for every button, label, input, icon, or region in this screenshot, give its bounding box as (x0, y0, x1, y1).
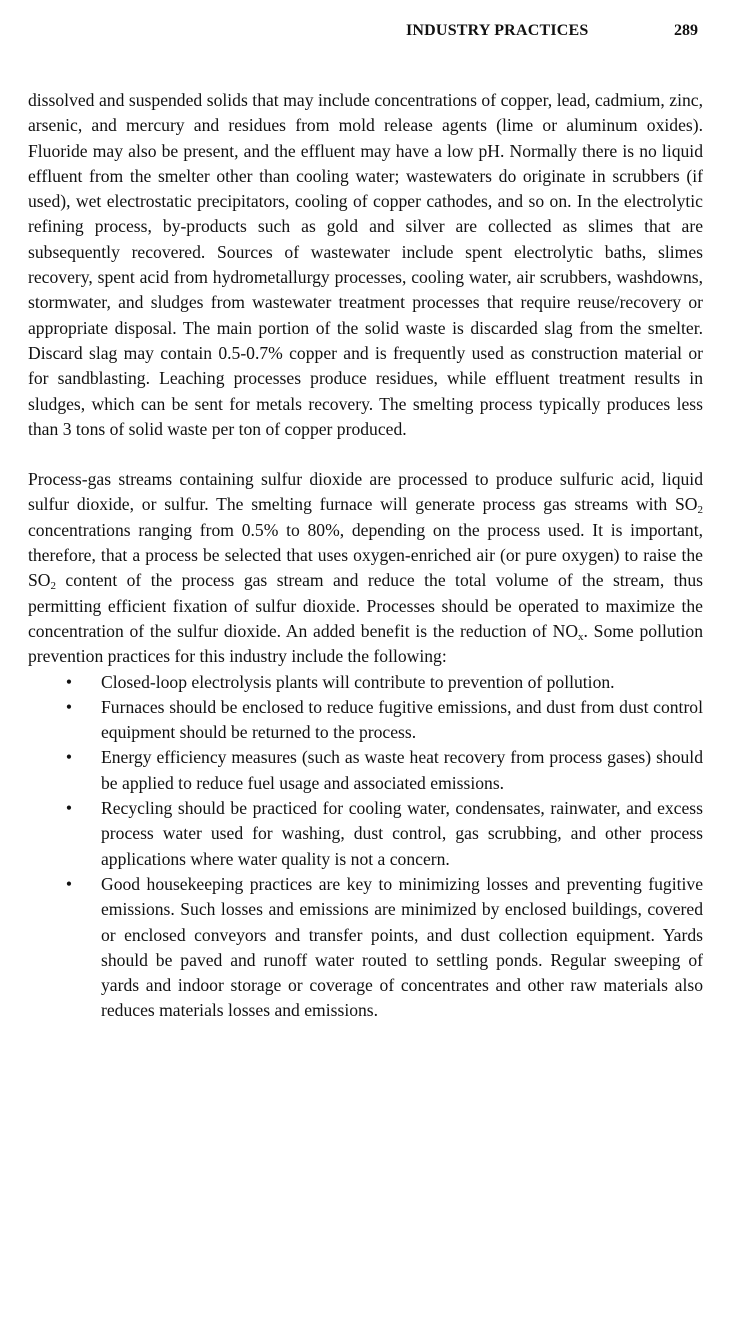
bullet-icon: • (65, 873, 73, 894)
bullet-icon: • (65, 747, 73, 768)
subscript: 2 (50, 580, 56, 593)
paragraph-text-segment: Process-gas streams containing sulfur dioxide are processed to produce sulfuric acid, liquid sulfur dioxide, or sulfur. The smelting furnace will generate process gas streams with SO (28, 469, 703, 515)
paragraph-text-segment: content of the process gas stream and reduce the total volume of the stream, thus permitting efficient fixation of sulfur dioxide. Processes should be operated to maximize the concentration of the sulfur dioxide. An added benefit is the reduction of NO (28, 570, 703, 641)
list-item (28, 796, 703, 872)
running-head: INDUSTRY PRACTICES (406, 22, 589, 39)
list-item (28, 695, 703, 746)
bullet-icon: • (65, 696, 73, 717)
body-text (28, 88, 703, 1024)
list-item-text: Good housekeeping practices are key to minimizing losses and preventing fugitive emissions. Such losses and emissions are minimized by enclosed buildings, covered or enclosed conveyors and transfer points, and dust collection equipment. Yards should be paved and runoff water routed to settling ponds. Regular sweeping of yards and indoor storage or coverage of concentrates and other raw materials also reduces materials losses and emissions. (101, 873, 703, 1021)
paragraph-text-segment: concentrations ranging from 0.5% to 80%, depending on the process used. It is important, therefore, that a process be selected that uses oxygen-enriched air (or pure oxygen) to raise the SO (28, 519, 703, 591)
bullet-icon: • (65, 671, 73, 692)
paragraph-process-gas (28, 467, 703, 669)
subscript: 2 (697, 504, 703, 517)
list-item-text: Furnaces should be enclosed to reduce fugitive emissions, and dust from dust control equipment should be returned to the process. (101, 696, 703, 743)
list-item (28, 670, 703, 695)
bullet-icon: • (65, 798, 73, 819)
paragraph-text-segment: . Some pollution prevention practices for this industry include the following: (28, 620, 704, 667)
page-number: 289 (674, 22, 698, 39)
pollution-prevention-list (28, 670, 703, 1024)
paragraph-waste: dissolved and suspended solids that may include concentrations of copper, lead, cadmium, zinc, arsenic, and mercury and residues from mold release agents (lime or aluminum oxides). Fluoride may also be present, and the effluent may have a low pH. Normally there is no liquid effluent from the smelter other than cooling water; wastewaters do originate in scrubbers (if used), wet electrostatic precipitators, cooling of copper cathodes, and so on. In the electrolytic refining process, by-products such as gold and silver are collected as slimes that are subsequently recovered. Sources of wastewater include spent electrolytic baths, slimes recovery, spent acid from hydrometallurgy processes, cooling water, air scrubbers, washdowns, stormwater, and sludges from wastewater treatment processes that require reuse/recovery or appropriate disposal. The main portion of the solid waste is discarded slag from the smelter. Discard slag may contain 0.5-0.7% copper and is frequently used as construction material or for sandblasting. Leaching processes produce residues, while effluent treatment results in sludges, which can be sent for metals recovery. The smelting process typically produces less than 3 tons of solid waste per ton of copper produced. (28, 90, 703, 439)
list-item-text: Recycling should be practiced for cooling water, condensates, rainwater, and excess process water used for washing, dust control, gas scrubbing, and other process applications where water quality is not a concern. (101, 798, 703, 869)
subscript: x (578, 630, 584, 643)
list-item (28, 745, 703, 796)
list-item-text: Energy efficiency measures (such as waste heat recovery from process gases) should be applied to reduce fuel usage and associated emissions. (101, 747, 703, 793)
list-item (28, 872, 703, 1024)
list-item-text: Closed-loop electrolysis plants will contribute to prevention of pollution. (101, 671, 615, 692)
page-header (0, 22, 731, 46)
